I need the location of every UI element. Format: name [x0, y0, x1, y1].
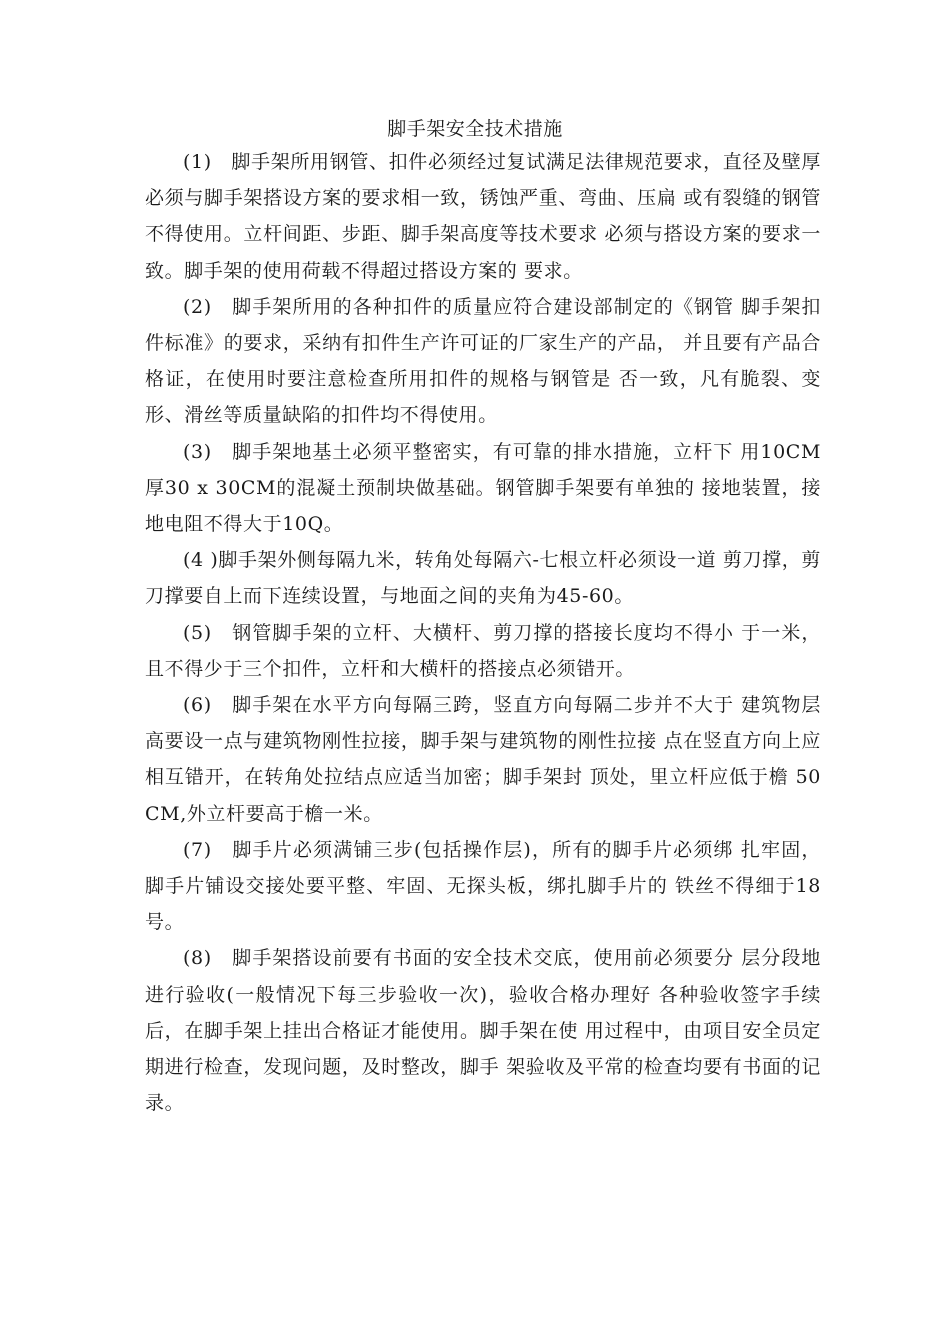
paragraph-4: (4 )脚手架外侧每隔九米，转角处每隔六-七根立杆必须设一道 剪刀撑，剪刀撑要自上而下连续设置，与地面之间的夹角为45-60。	[145, 549, 821, 608]
paragraph-5: (5) 钢管脚手架的立杆、大横杆、剪刀撑的搭接长度均不得小 于一米，且不得少于三个扣件，立杆和大横杆的搭接点必须错开。	[145, 621, 821, 680]
paragraph-3: (3) 脚手架地基土必须平整密实，有可靠的排水措施，立杆下 用10CM厚30 x 30CM的混凝土预制块做基础。钢管脚手架要有单独的 接地装置，接地电阻不得大于10Q。	[145, 440, 821, 536]
document-title: 脚手架安全技术措施	[387, 118, 563, 140]
paragraph-6: (6) 脚手架在水平方向每隔三跨，竖直方向每隔二步并不大于 建筑物层高要设一点与建筑物刚性拉接，脚手架与建筑物的刚性拉接 点在竖直方向上应相互错开，在转角处拉结点应适当加密；脚手架封 顶处，里立杆应低于檐 50CM,外立杆要高于檐一米。	[145, 694, 821, 825]
document-body	[145, 144, 821, 1121]
paragraph-8: (8) 脚手架搭设前要有书面的安全技术交底，使用前必须要分 层分段地进行验收(一般情况下每三步验收一次)，验收合格办理好 各种验收签字手续后，在脚手架上挂出合格证才能使用。脚手架在使 用过程中，由项目安全员定期进行检查，发现问题，及时整改，脚手 架验收及平常的检查均要有书面的记录。	[145, 947, 821, 1115]
paragraph-1: (1) 脚手架所用钢管、扣件必须经过复试满足法律规范要求，直径及壁厚必须与脚手架搭设方案的要求相一致，锈蚀严重、弯曲、压扁 或有裂缝的钢管不得使用。立杆间距、步距、脚手架高度等技术要求 必须与搭设方案的要求一致。脚手架的使用荷载不得超过搭设方案的 要求。	[145, 151, 821, 282]
paragraph-2: (2) 脚手架所用的各种扣件的质量应符合建设部制定的《钢管 脚手架扣件标准》的要求，采纳有扣件生产许可证的厂家生产的产品， 并且要有产品合格证，在使用时要注意检查所用扣件的规格与钢管是 否一致，凡有脆裂、变形、滑丝等质量缺陷的扣件均不得使用。	[145, 295, 821, 427]
paragraph-7: (7) 脚手片必须满铺三步(包括操作层)，所有的脚手片必须绑 扎牢固，脚手片铺设交接处要平整、牢固、无探头板，绑扎脚手片的 铁丝不得细于18号。	[145, 838, 821, 934]
